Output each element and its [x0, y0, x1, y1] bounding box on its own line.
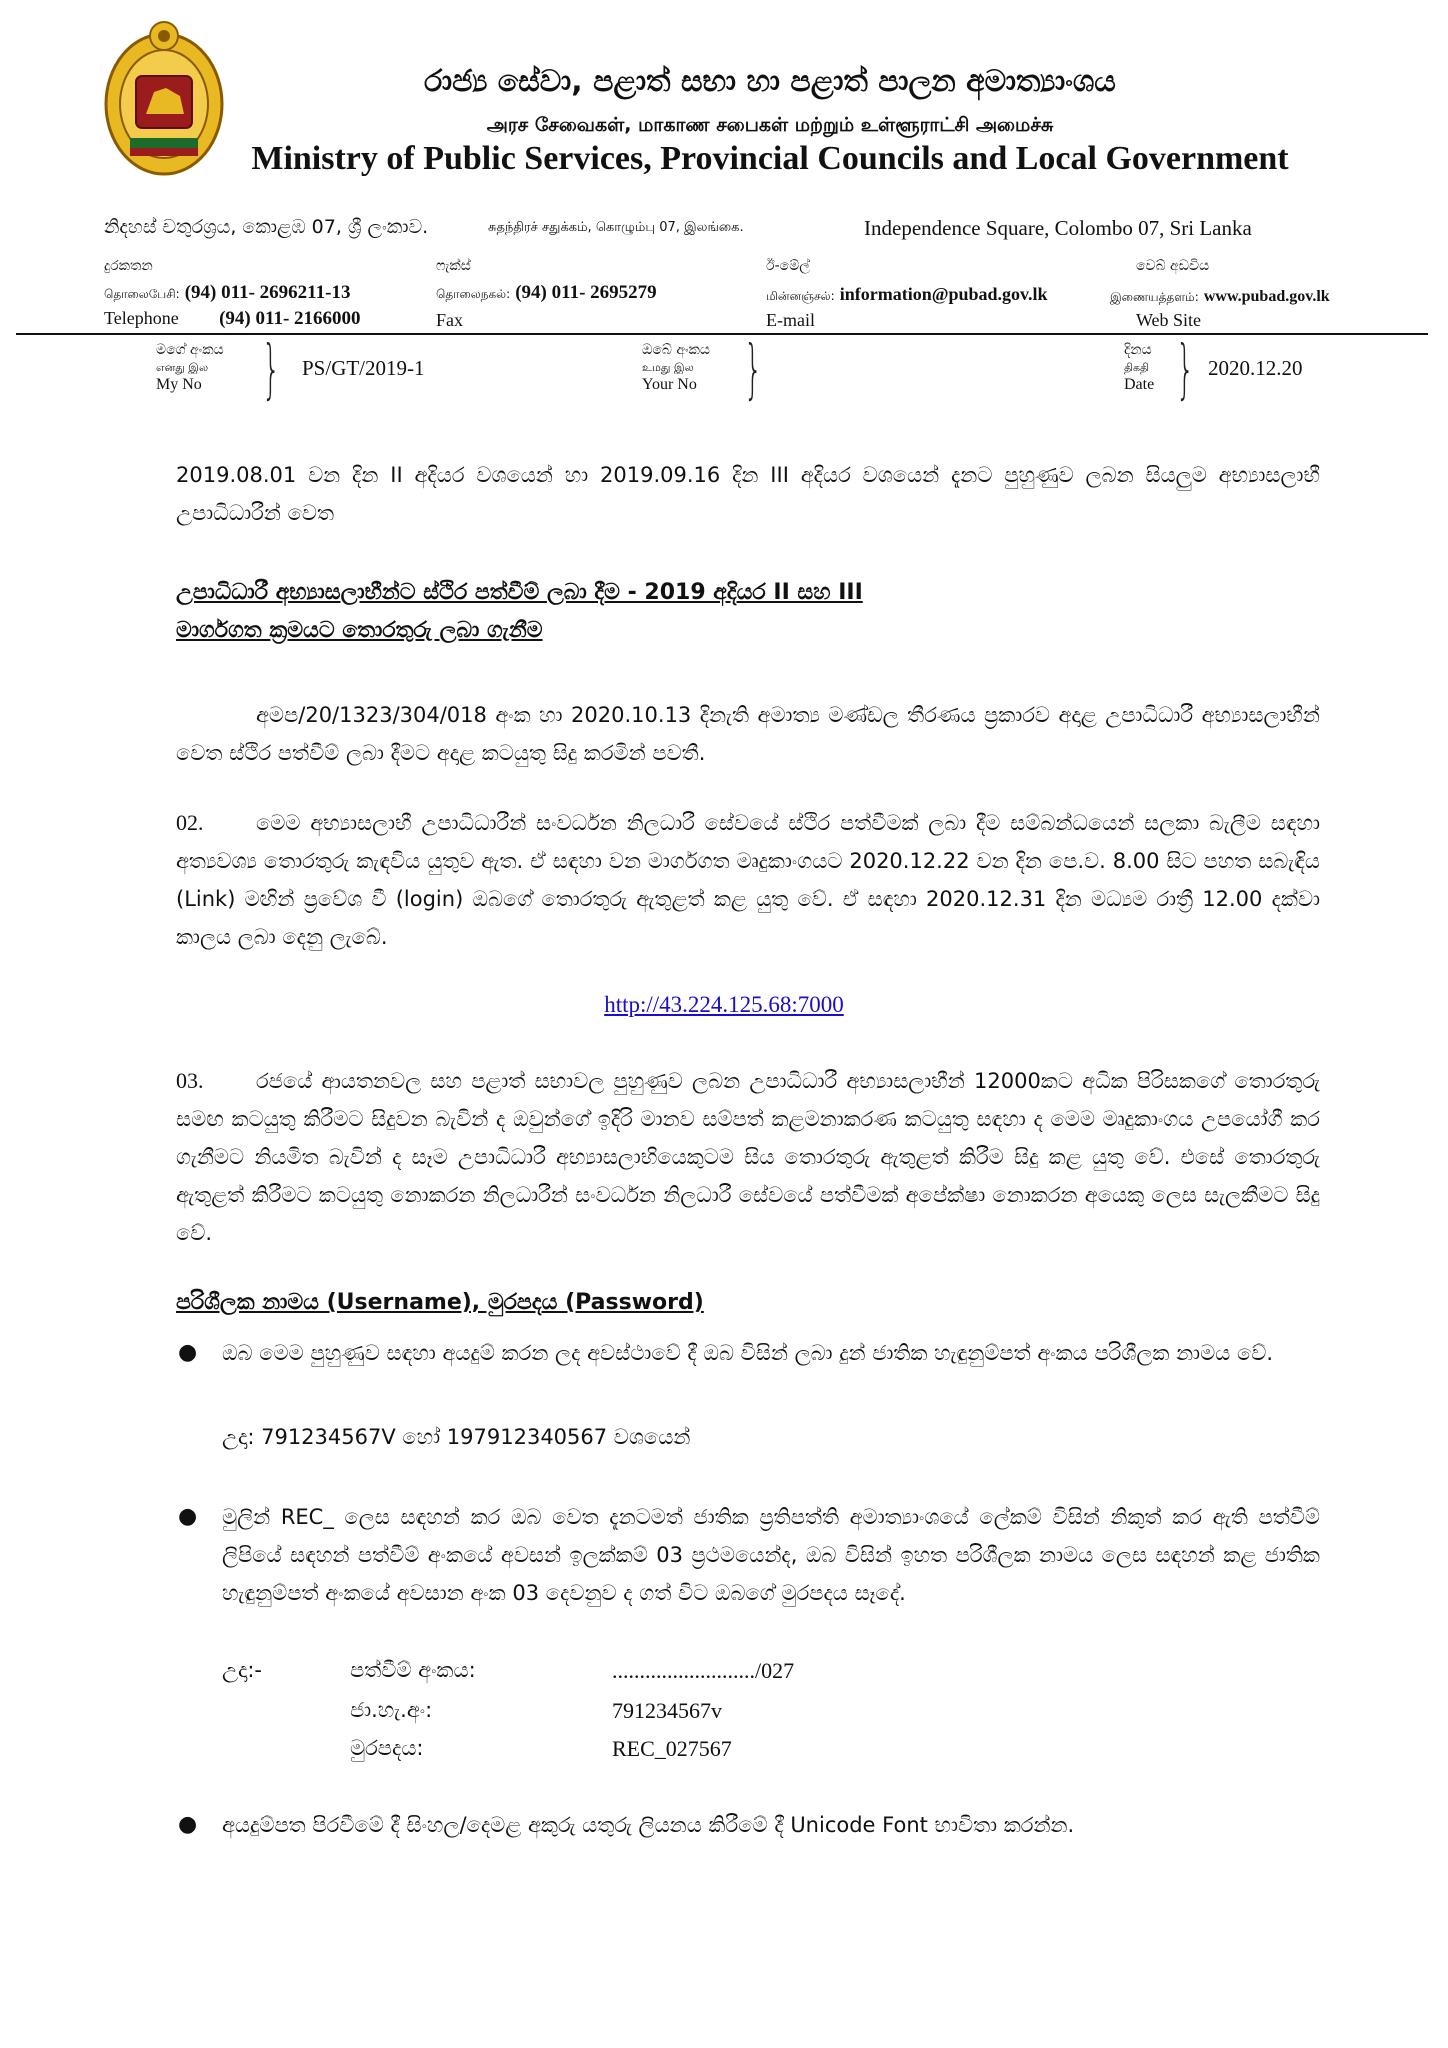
date-label [1124, 342, 1154, 393]
brace-icon: } [744, 333, 763, 407]
phone-label-tamil: தொலைபேசி: [104, 287, 180, 301]
email-label-sinhala: ඊ-මේල් [766, 258, 810, 274]
credentials-section-title: පරිශීලක නාමය (Username), මුරපදය (Password) [176, 1290, 704, 1315]
bullet-1-example: උදා: 791234567V හෝ 197912340567 වශයෙන් [222, 1425, 691, 1449]
fax-line [436, 282, 657, 304]
date-value: 2020.12.20 [1208, 356, 1303, 380]
my-no-label-tamil: எனது இல [156, 361, 209, 374]
subject-line-1: උපාධිධාරී අභ්‍යාසලාභීන්ට ස්ථිර පත්වීම් ලබා දීම - 2019 අදියර II සහ III [176, 580, 863, 605]
phone-label-english: Telephone [104, 308, 179, 328]
web-value[interactable]: www.pubad.gov.lk [1203, 288, 1330, 305]
email-label-english: E-mail [766, 310, 815, 330]
your-no-label [642, 342, 710, 393]
my-no-label-sinhala: මගේ අංකය [156, 342, 224, 358]
ministry-name-tamil: அரச சேவைகள், மாகாண சபைகள் மற்றும் உள்ளூராட்சி அமைச்சு [486, 114, 1054, 136]
web-label-sinhala: වෙබ් අඩවිය [1136, 258, 1210, 274]
fax-label-sinhala: ෆැක්ස් [436, 258, 471, 274]
your-no-label-sinhala: ඔබේ අංකය [642, 342, 710, 358]
date-label-tamil: திகதி [1124, 361, 1150, 374]
example-value: 791234567v [612, 1698, 722, 1723]
email-value[interactable]: information@pubad.gov.lk [839, 284, 1048, 304]
phone-value-2: (94) 011- 2166000 [219, 308, 361, 329]
bullet-3: අයදුම්පත පිරවීමේ දී සිංහල/දෙමළ අකුරු යතුරු ලියනය කිරීමේ දී Unicode Font භාවිතා කරන්න. [222, 1813, 1075, 1837]
bullet-1: ඔබ මෙම පුහුණුව සඳහා අයදුම් කරන ලද අවස්ථාවේ දී ඔබ විසින් ලබා දුන් ජාතික හැඳුනුම්පත් අංකය පරිශීලක නාමය වේ. [222, 1341, 1274, 1365]
example-value: ........................../027 [612, 1658, 795, 1683]
web-label-english: Web Site [1136, 310, 1202, 330]
brace-icon: } [1176, 333, 1195, 407]
subject-line-2: මාර්ගගත ක්‍රමයට තොරතුරු ලබා ගැනීම [176, 618, 543, 643]
address-english: Independence Square, Colombo 07, Sri Lanka [864, 216, 1252, 240]
fax-value: (94) 011- 2695279 [515, 282, 657, 303]
example-value: REC_027567 [612, 1736, 732, 1761]
state-emblem-icon [100, 14, 228, 180]
bullet-icon: ● [178, 1812, 198, 1837]
login-link[interactable]: http://43.224.125.68:7000 [604, 992, 844, 1017]
paragraph-1: අමප/20/1323/304/018 අංක හා 2020.10.13 දිනැති අමාත්‍ය මණ්ඩල තීරණය ප්‍රකාරව අදාළ උපාධිධාරී අභ්‍යාසලාභීන් වෙත ස්ථිර පත්වීම් ලබා දීමට අදාළ කටයුතු සිදු කරමින් පවතී. [176, 703, 1320, 765]
phone-line [104, 282, 350, 304]
address-sinhala: නිදහස් චතුරශ්‍රය, කොළඹ 07, ශ්‍රී ලංකාව. [104, 216, 429, 238]
your-no-label-english: Your No [642, 376, 697, 393]
phone-label-sinhala: දුරකතන [104, 258, 153, 274]
fax-label-tamil: தொலைநகல்: [436, 287, 511, 301]
example-label: පත්වීම් අංකය: [350, 1658, 476, 1682]
paragraph-2-text: මෙම අභ්‍යාසලාභී උපාධිධාරීන් සංවර්ධන නිලධාරී සේවයේ ස්ථිර පත්වීමක් ලබා දීම සම්බන්ධයෙන් සලකා බැලීම සඳහා අත්‍යවශ්‍ය තොරතුරු කැඳවිය යුතුව ඇත. ඒ සඳහා වන මාර්ගගත මෘදුකාංගයට 2020.12.22 වන දින පෙ.ව. 8.00 සිට පහත සබැඳිය (Link) මඟින් ප්‍රවේශ වී (login) ඔබගේ තොරතුරු ඇතුළත් කළ යුතු වේ. ඒ සඳහා 2020.12.31 දින මධ්‍යම රාත්‍රී 12.00 දක්වා කාලය ලබා දෙනු ලැබේ. [176, 811, 1320, 949]
paragraph-2 [176, 804, 1320, 956]
my-no-label [156, 342, 224, 393]
my-no-value: PS/GT/2019-1 [302, 356, 425, 380]
bullet-icon: ● [178, 1504, 198, 1529]
web-label-tamil: இணையத்தளம்: [1110, 290, 1199, 304]
email-line [766, 284, 1048, 305]
date-label-sinhala: දිනය [1124, 342, 1152, 358]
example-label: මුරපදය: [350, 1736, 424, 1760]
example-prefix: උදා:- [222, 1658, 262, 1682]
paragraph-3-text: රජයේ ආයතනවල සහ පළාත් සභාවල පුහුණුව ලබන උපාධිධාරී අභ්‍යාසලාභීන් 12000කට අධික පිරිසකගේ තොරතුරු සමඟ කටයුතු කිරීමට සිදුවන බැවින් ද ඔවුන්ගේ ඉදිරි මානව සම්පත් කළමනාකරණ කටයුතු සඳහා ද මෙම මෘදුකාංගය උපයෝගී කර ගැනීමට නියමිත බැවින් ද සෑම උපාධිධාරී අභ්‍යාසලාභියෙකුටම සිය තොරතුරු ඇතුළත් කිරීම සිදු කළ යුතු වේ. එසේ තොරතුරු ඇතුළත් කිරීමට කටයුතු නොකරන නිලධාරීන් සංවර්ධන නිලධාරී සේවයේ පත්වීමක් අපේක්ෂා නොකරන අයෙකු ලෙස සැලකීමට සිදු වේ. [176, 1069, 1320, 1245]
address-tamil: சுதந்திரச் சதுக்கம், கொழும்பு 07, இலங்கை. [488, 220, 744, 235]
paragraph-3-number: 03. [176, 1068, 204, 1093]
your-no-label-tamil: உமது இல [642, 361, 694, 374]
addressee: 2019.08.01 වන දින II අදියර වශයෙන් හා 2019.09.16 දින III අදියර වශයෙන් දැනට පුහුණුව ලබන සියලුම අභ්‍යාසලාභී උපාධිධාරීන් වෙත [176, 463, 1320, 525]
bullet-icon: ● [178, 1340, 198, 1365]
ministry-name-english: Ministry of Public Services, Provincial Councils and Local Government [251, 140, 1289, 177]
web-line [1110, 286, 1330, 306]
header-divider [16, 333, 1428, 335]
phone-line-2 [104, 308, 361, 330]
brace-icon: } [262, 333, 281, 407]
email-label-tamil: மின்னஞ்சல்: [766, 289, 835, 303]
paragraph-2-number: 02. [176, 810, 204, 835]
ministry-name-sinhala: රාජ්‍ය සේවා, පළාත් සභා හා පළාත් පාලන අමාත්‍යාංශය [424, 64, 1116, 99]
bullet-2: මුලින් REC_ ලෙස සඳහන් කර ඔබ වෙත දැනටමත් ජාතික ප්‍රතිපත්ති අමාත්‍යාංශයේ ලේකම් විසින් නිකුත් කර ඇති පත්වීම් ලිපියේ සඳහන් පත්වීම් අංකයේ අවසන් ඉලක්කම් 03 ප්‍රථමයෙන්ද, ඔබ විසින් ඉහත පරිශීලක නාමය ලෙස සඳහන් කළ ජාතික හැඳුනුම්පත් අංකයේ අවසාන අංක 03 දෙවනුව ද ගත් විට ඔබගේ මුරපදය සෑදේ. [222, 1505, 1320, 1605]
date-label-english: Date [1124, 376, 1155, 393]
paragraph-3 [176, 1062, 1320, 1252]
example-label: ජා.හැ.අං: [350, 1698, 433, 1722]
fax-label-english: Fax [436, 310, 463, 330]
my-no-label-english: My No [156, 376, 202, 393]
phone-value-1: (94) 011- 2696211-13 [184, 282, 351, 303]
